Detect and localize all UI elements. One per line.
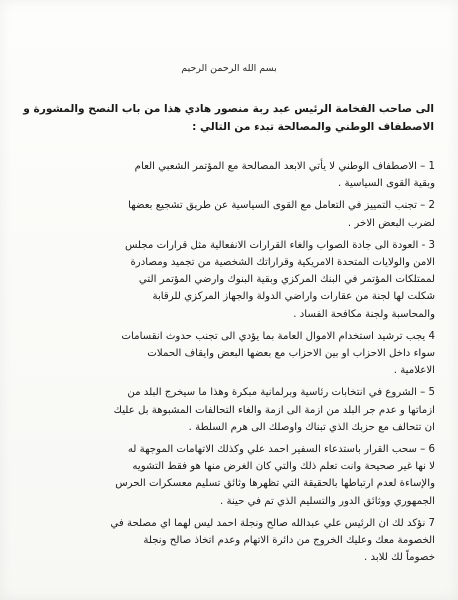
point-line: شكلت لها لجنة من عقارات واراضي الدولة والجهاز المركزي للرقابة (152, 291, 435, 303)
point-line: سواء داخل الاحزاب او بين الاحزاب مع بعضها البعض وايقاف الحملات (147, 348, 435, 360)
point-line: والمحاسبة ولجنة مكافحة الفساد . (293, 308, 435, 320)
point-line: ازماتها و عدم جر البلد من ازمة الى ازمة والغاء التحالفات المشبوهة بل عليك (113, 404, 435, 416)
basmala-heading: بسم الله الرحمن الرحيم (181, 63, 277, 74)
greeting-line: الاصطفاف الوطني والمصالحة تبدء من التالي : (192, 121, 434, 133)
point-item (35, 158, 435, 192)
point-line: 4 يجب ترشيد استخدام الاموال العامة بما يؤدي الى تجنب حدوث انقسامات (121, 330, 435, 342)
point-line: الاعلامية . (393, 365, 435, 377)
point-item (35, 515, 435, 567)
point-line: ان تتحالف مع حزبك الذي تبناك واوصلك الى هرم السلطة . (188, 421, 435, 433)
point-line: 7 نؤكد لك ان الرئيس علي عبدالله صالح ونجلة احمد ليس لهما اي مصلحة في (110, 517, 435, 529)
points-list (35, 158, 435, 571)
point-line: وبقية القوى السياسية . (338, 178, 435, 190)
greeting-line: الى صاحب الفخامة الرئيس عبد ربة منصور هادي هذا من باب النصح والمشورة و (23, 103, 434, 115)
point-item (35, 328, 435, 380)
point-item (35, 197, 435, 231)
point-line: 6 – سحب القرار باستدعاء السفير احمد علي وكذلك الاتهامات الموجهة له (127, 444, 435, 456)
point-line: والإساءة لعدم ارتباطها بالحقيقة التي تظهرها وثائق تسليم معسكرات الحرس (115, 478, 435, 490)
point-line: الامن والولايات المتحدة الامريكية وقراراتك الشخصية من تجميد ومصادرة (130, 257, 435, 269)
point-line: خصوماً لك للابد . (364, 552, 435, 564)
point-line: لا نها غير صحيحة وانت تعلم ذلك والتي كان الغرض منها هو فقط التشويه (132, 461, 435, 473)
point-item (35, 384, 435, 436)
greeting-paragraph (22, 100, 434, 136)
point-line: 2 – تجنب التمييز في التعامل مع القوى السياسية عن طريق تشجيع بعضها (128, 200, 435, 212)
point-line: لضرب البعض الاخر . (347, 217, 435, 229)
point-line: لممتلكات المؤتمر في البنك المركزي وبقية البنوك وارضي المؤتمر التي (138, 274, 435, 286)
point-item (35, 441, 435, 510)
point-line: الجمهوري ووثائق الدور والتسليم الذي تم في حينة . (219, 495, 435, 507)
point-line: الخصومة معك وعليك الخروج من دائرة الاتهام وعدم اتخاذ صالح ونجلة (143, 535, 435, 547)
point-item (35, 237, 435, 323)
point-line: 3 - العودة الى جادة الصواب والغاء القرارات الانفعالية مثل قرارات مجلس (124, 239, 435, 251)
point-line: 5 – الشروع في انتخابات رئاسية وبرلمانية مبكرة وهذا ما سيخرج البلد من (127, 387, 435, 399)
point-line: 1 – الاصطفاف الوطني لا يأتي الابعد المصالحة مع المؤتمر الشعبي العام (134, 161, 435, 172)
